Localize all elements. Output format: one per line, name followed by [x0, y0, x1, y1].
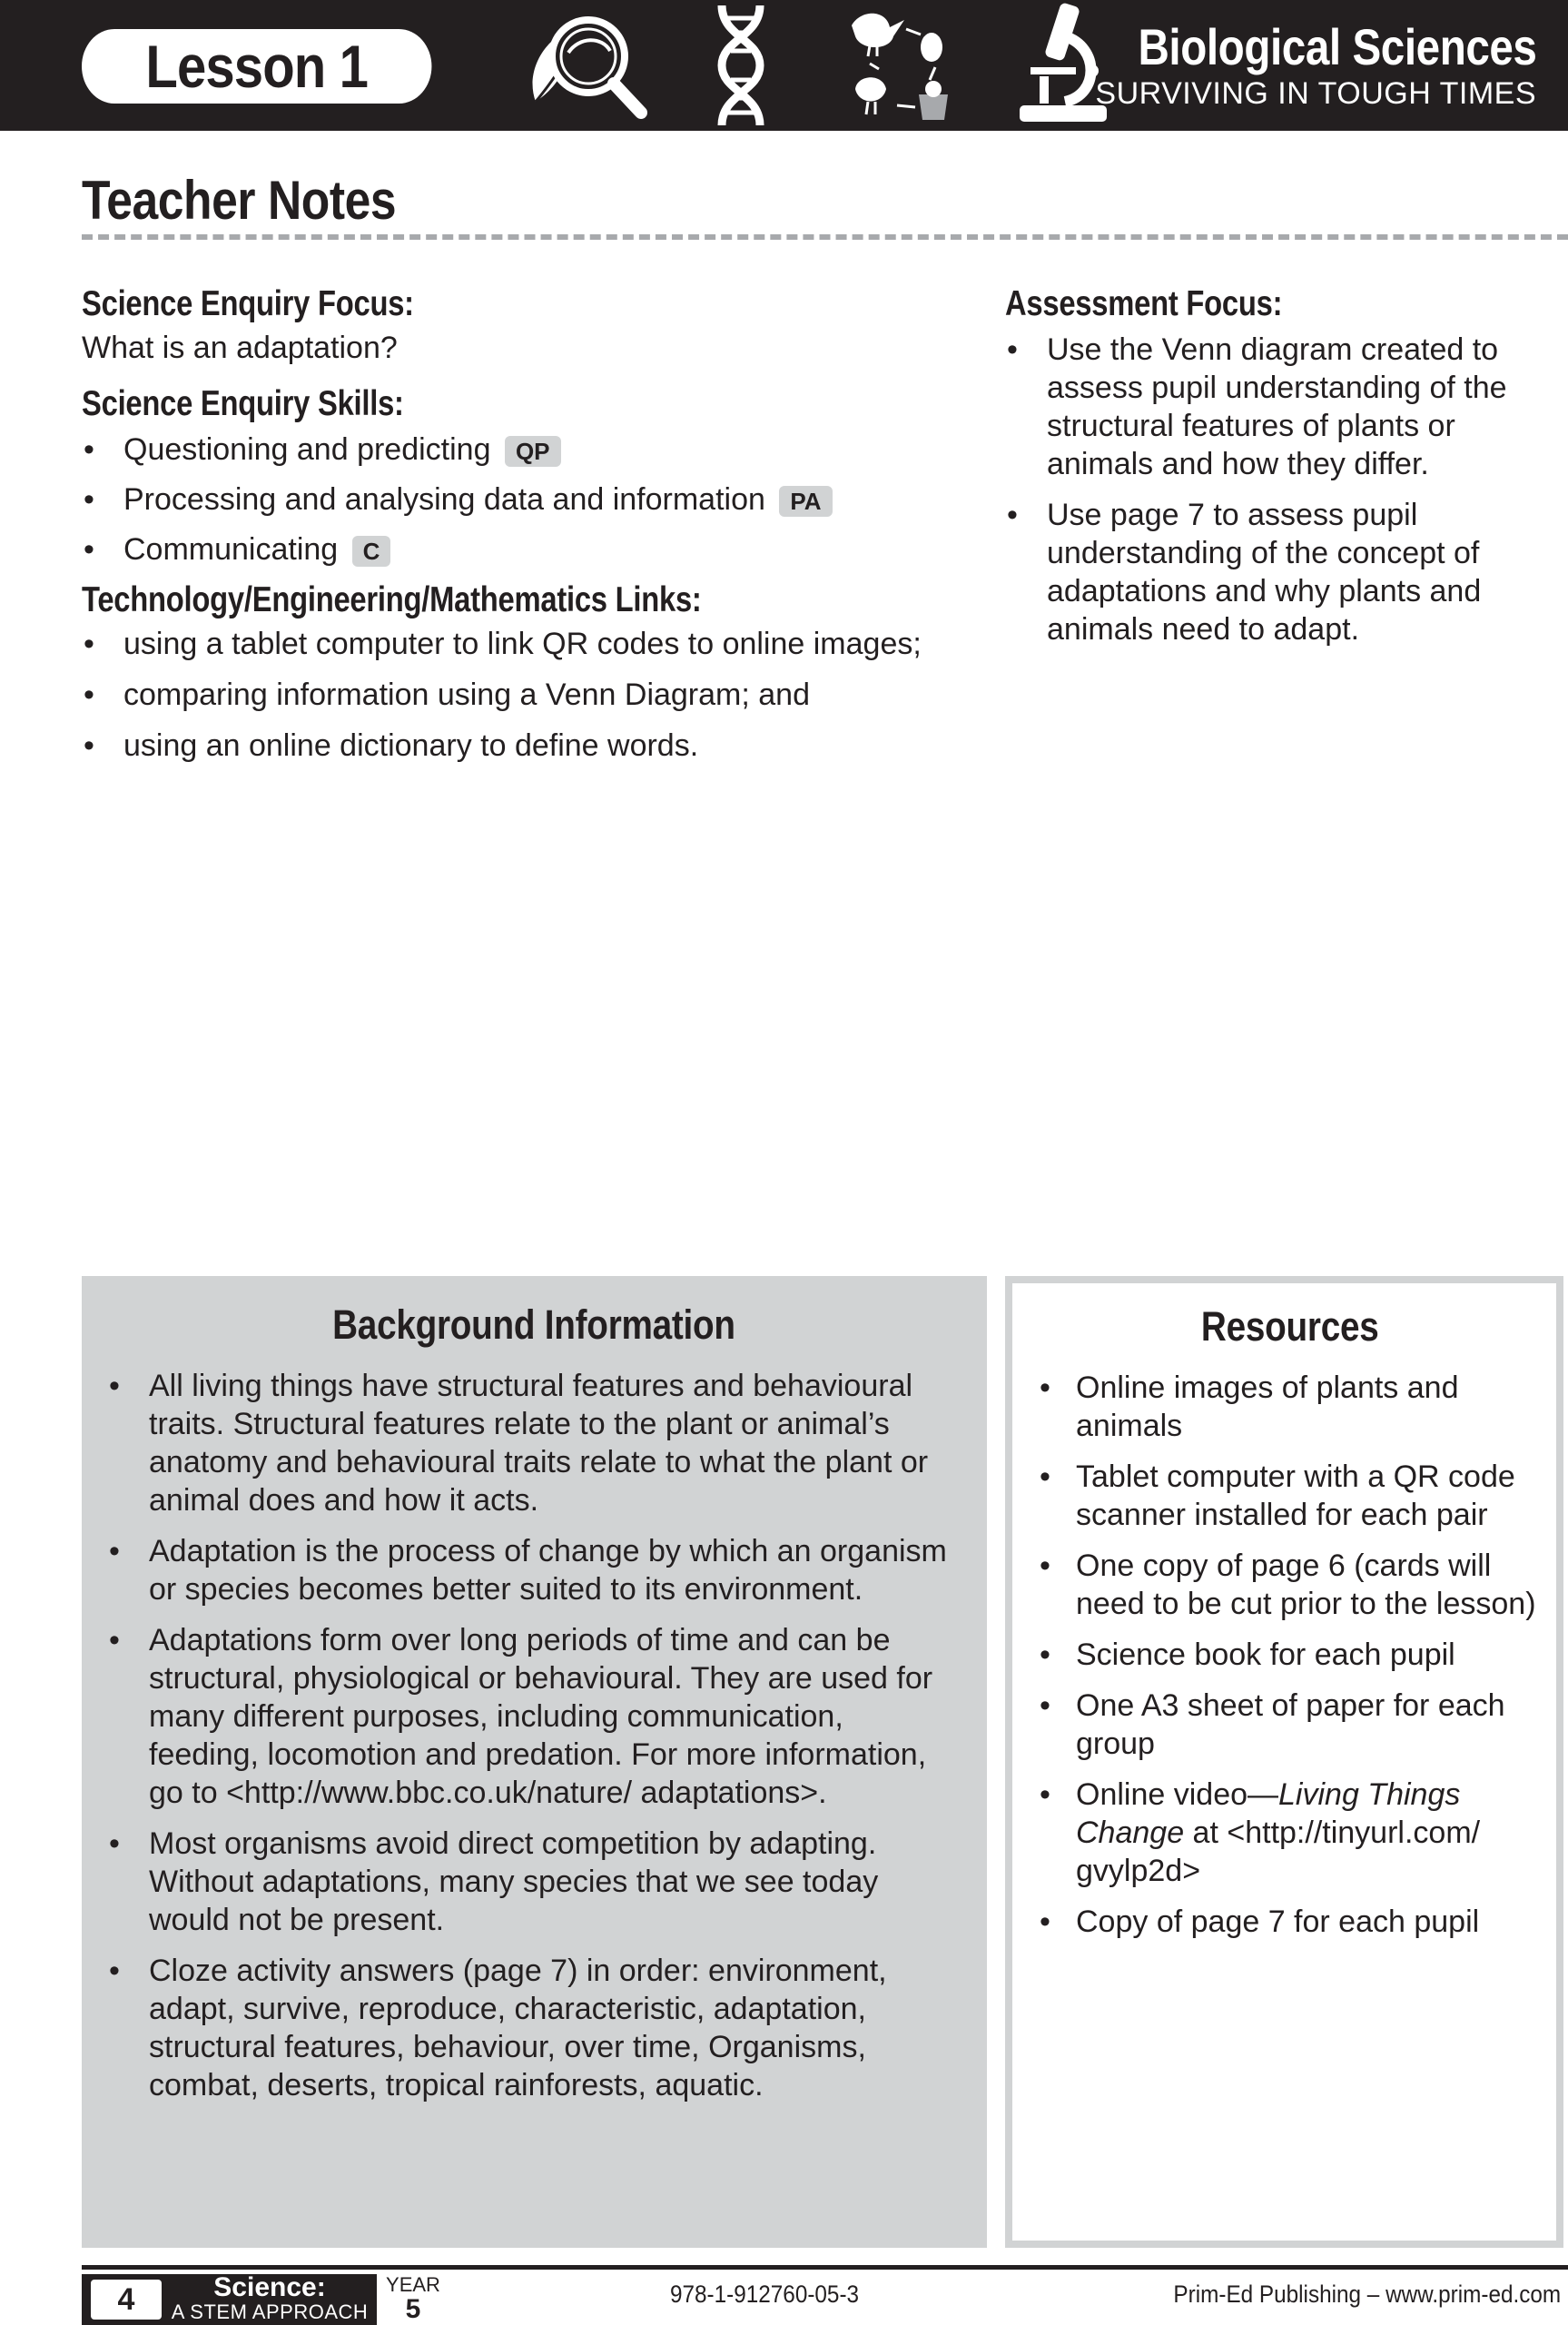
- list-item: • comparing information using a Venn Diagram; and: [82, 676, 999, 714]
- enquiry-focus-text: What is an adaptation?: [82, 331, 398, 365]
- video-title: Living Things Change: [1076, 1777, 1461, 1850]
- enquiry-skills-heading: Science Enquiry Skills:: [82, 384, 404, 423]
- list-item: • Copy of page 7 for each pupil: [1038, 1903, 1542, 1941]
- skill-code-badge: QP: [505, 436, 561, 467]
- background-information-box: [82, 1276, 987, 2248]
- list-item: • Online video—Living Things Change at <http://tinyurl.com/ gvylp2d>: [1038, 1776, 1542, 1890]
- list-item: • One copy of page 6 (cards will need to be cut prior to the lesson): [1038, 1547, 1542, 1623]
- unit-title: SURVIVING IN TOUGH TIMES: [1095, 76, 1536, 111]
- list-item: • Adaptation is the process of change by which an organism or species becomes better suited to its environment.: [107, 1532, 960, 1608]
- footer-divider: [82, 2265, 1568, 2270]
- footer-series-block: [82, 2274, 377, 2325]
- list-item: • Use page 7 to assess pupil understanding of the concept of adaptations and why plants and animals need to adapt.: [1005, 496, 1541, 648]
- list-item: • using an online dictionary to define words.: [82, 727, 999, 765]
- list-item: • Science book for each pupil: [1038, 1636, 1542, 1674]
- year-label-block: [381, 2274, 445, 2323]
- lesson-label: Lesson 1: [82, 29, 431, 104]
- background-information-heading: Background Information: [331, 1301, 735, 1348]
- dna-icon: [695, 0, 785, 131]
- list-item: • Questioning and predicting QP: [82, 430, 999, 469]
- list-item: • using a tablet computer to link QR codes to online images;: [82, 625, 999, 663]
- skill-code-badge: C: [352, 536, 391, 567]
- subject-title: Biological Sciences: [1137, 18, 1536, 75]
- list-item: • Most organisms avoid direct competition by adapting. Without adaptations, many species that we see today would not be present.: [107, 1825, 960, 1939]
- background-information-list: [107, 1367, 960, 2104]
- enquiry-focus-heading: Science Enquiry Focus:: [82, 284, 414, 323]
- year-value: 5: [405, 2294, 421, 2324]
- assessment-focus-heading: Assessment Focus:: [1005, 284, 1283, 323]
- right-column: [1005, 282, 1541, 661]
- magnifying-glass-leaf-icon: [516, 0, 652, 131]
- list-item: • Online images of plants and animals: [1038, 1369, 1542, 1445]
- stem-links-heading: Technology/Engineering/Mathematics Links:: [82, 580, 702, 619]
- year-label: YEAR: [386, 2273, 440, 2296]
- title-divider: [82, 234, 1568, 240]
- left-column: [82, 282, 999, 777]
- list-item: • Use the Venn diagram created to assess pupil understanding of the structural features of plants or animals and how they differ.: [1005, 331, 1541, 483]
- series-title: Science:: [213, 2272, 326, 2302]
- series-subtitle: A STEM APPROACH: [171, 2300, 369, 2323]
- series-name: [169, 2274, 370, 2323]
- resources-heading: Resources: [1200, 1303, 1379, 1350]
- resources-list: [1038, 1369, 1542, 1941]
- life-cycle-icon: [843, 0, 956, 131]
- list-item: • All living things have structural features and behavioural traits. Structural features relate to the plant or animal’s anatomy and behavioural traits relate to what the plant or animal does and how it acts.: [107, 1367, 960, 1519]
- resources-box: [1005, 1276, 1563, 2248]
- header-title-block: [1068, 20, 1536, 111]
- page-title: Teacher Notes: [82, 170, 397, 231]
- list-item: • Tablet computer with a QR code scanner installed for each pair: [1038, 1458, 1542, 1534]
- assessment-focus-list: [1005, 331, 1541, 648]
- skill-code-badge: PA: [779, 486, 832, 517]
- list-item: • Processing and analysing data and information PA: [82, 480, 999, 519]
- list-item: • One A3 sheet of paper for each group: [1038, 1687, 1542, 1763]
- list-item: • Cloze activity answers (page 7) in order: environment, adapt, survive, reproduce, characteristic, adaptation, structural features, behaviour, over time, Organisms, combat, deserts, tropical rainforests, aquatic.: [107, 1952, 960, 2104]
- page-number: 4: [91, 2280, 162, 2320]
- list-item: • Adaptations form over long periods of time and can be structural, physiological or behavioural. They are used for many different purposes, including communication, feeding, locomotion and predation. For more information, go to <http://www.bbc.co.uk/nature/ adaptations>.: [107, 1621, 960, 1812]
- enquiry-skills-list: [82, 430, 999, 569]
- stem-links-list: [82, 625, 999, 765]
- page-header: [0, 0, 1568, 131]
- publisher-credit: Prim-Ed Publishing – www.prim-ed.com: [1173, 2280, 1561, 2308]
- list-item: • Communicating C: [82, 530, 999, 569]
- isbn: 978-1-912760-05-3: [670, 2280, 860, 2308]
